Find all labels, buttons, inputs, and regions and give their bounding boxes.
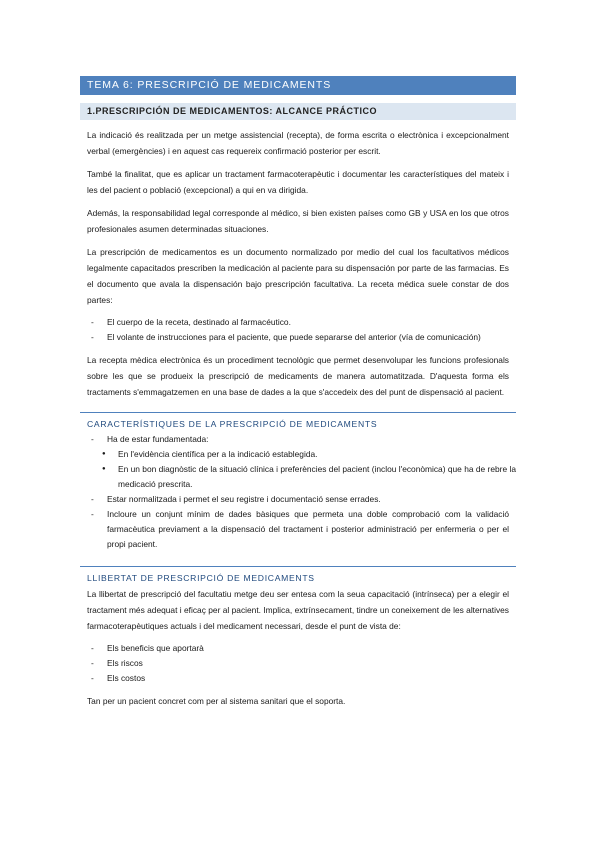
- list-item: - El cuerpo de la receta, destinado al farmacéutico.: [107, 315, 509, 330]
- receta-parts-list: [80, 315, 516, 345]
- list-item: - Els beneficis que aportarà: [107, 641, 509, 656]
- list-item: - El volante de instrucciones para el paciente, que puede separarse del anterior (vía de comunicación): [107, 330, 509, 345]
- paragraph: Tan per un pacient concret com per al sistema sanitari que el soporta.: [87, 696, 346, 706]
- section-title-llibertat: LLIBERTAT DE PRESCRIPCIÓ DE MEDICAMENTS: [80, 566, 516, 586]
- considerations-list: [80, 641, 516, 686]
- section-title-prescripcion: 1.PRESCRIPCIÓN DE MEDICAMENTOS: ALCANCE PRÁCTICO: [80, 103, 516, 120]
- paragraph: La recepta mèdica electrònica és un procediment tecnològic que permet desenvolupar les funcions profesionals sobre les que se produeix la prescripció de medicaments de manera automatitzada. D'aquesta forma els tractaments s'emmagatzemen en una base de dades a la que s'accedeix des del punt de dispensació al pacient.: [87, 355, 509, 397]
- paragraph: La prescripción de medicamentos es un documento normalizado por medio del cual los facultativos médicos legalmente capacitados prescriben la medicación al paciente para su dispensación por parte de las farmacias. Es el documento que avala la dispensación bajo prescripción facultativa. La receta médica suele constar de dos partes:: [87, 247, 509, 305]
- list-item: - Estar normalitzada i permet el seu registre i documentació sense errades.: [107, 492, 509, 507]
- section-title-caracteristiques: CARACTERÍSTIQUES DE LA PRESCRIPCIÓ DE MEDICAMENTS: [80, 412, 516, 432]
- sub-list-item: ● En un bon diagnòstic de la situació clínica i preferències del pacient (inclou l'econòmica) que ha de rebre la medicació prescrita.: [118, 462, 516, 492]
- paragraph: Además, la responsabilidad legal corresponde al médico, si bien existen países como GB y USA en los que otros profesionales asumen determinadas situaciones.: [87, 208, 509, 234]
- characteristics-list: [80, 432, 516, 447]
- list-item: - Incloure un conjunt mínim de dades bàsiques que permeta una doble comprobació com la validació farmacèutica previament a la dispensació del tractament i posterior administració per enfermeria o per el propi pacient.: [107, 507, 509, 552]
- characteristics-list-continued: [80, 492, 516, 552]
- list-item: - Els costos: [107, 671, 509, 686]
- fundamentation-sublist: [80, 447, 516, 492]
- list-item: - Els riscos: [107, 656, 509, 671]
- document-page: [80, 76, 516, 709]
- paragraph: La llibertat de prescripció del facultatiu metge deu ser entesa com la seua capacitació (intrínseca) per a elegir el tractament més adequat i eficaç per al pacient. Implica, extrínsecament, tindre un coneixement de les alternatives farmacoterapèutiques actuals i del medicament necessari, desde el punt de vista de:: [87, 589, 509, 631]
- paragraph: També la finalitat, que es aplicar un tractament farmacoterapèutic i documentar les característiques del mateix i les del pacient o població (excepcional) a qui en va dirigida.: [87, 169, 509, 195]
- topic-title: TEMA 6: PRESCRIPCIÓ DE MEDICAMENTS: [80, 76, 516, 95]
- paragraph: La indicació és realitzada per un metge assistencial (recepta), de forma escrita o electrònica i excepcionalment verbal (emergències) i en aquest cas requereix confirmació posterior per escrit.: [87, 130, 509, 156]
- sub-list-item: ● En l'evidència científica per a la indicació establegida.: [118, 447, 516, 462]
- list-item: - Ha de estar fundamentada:: [107, 432, 509, 447]
